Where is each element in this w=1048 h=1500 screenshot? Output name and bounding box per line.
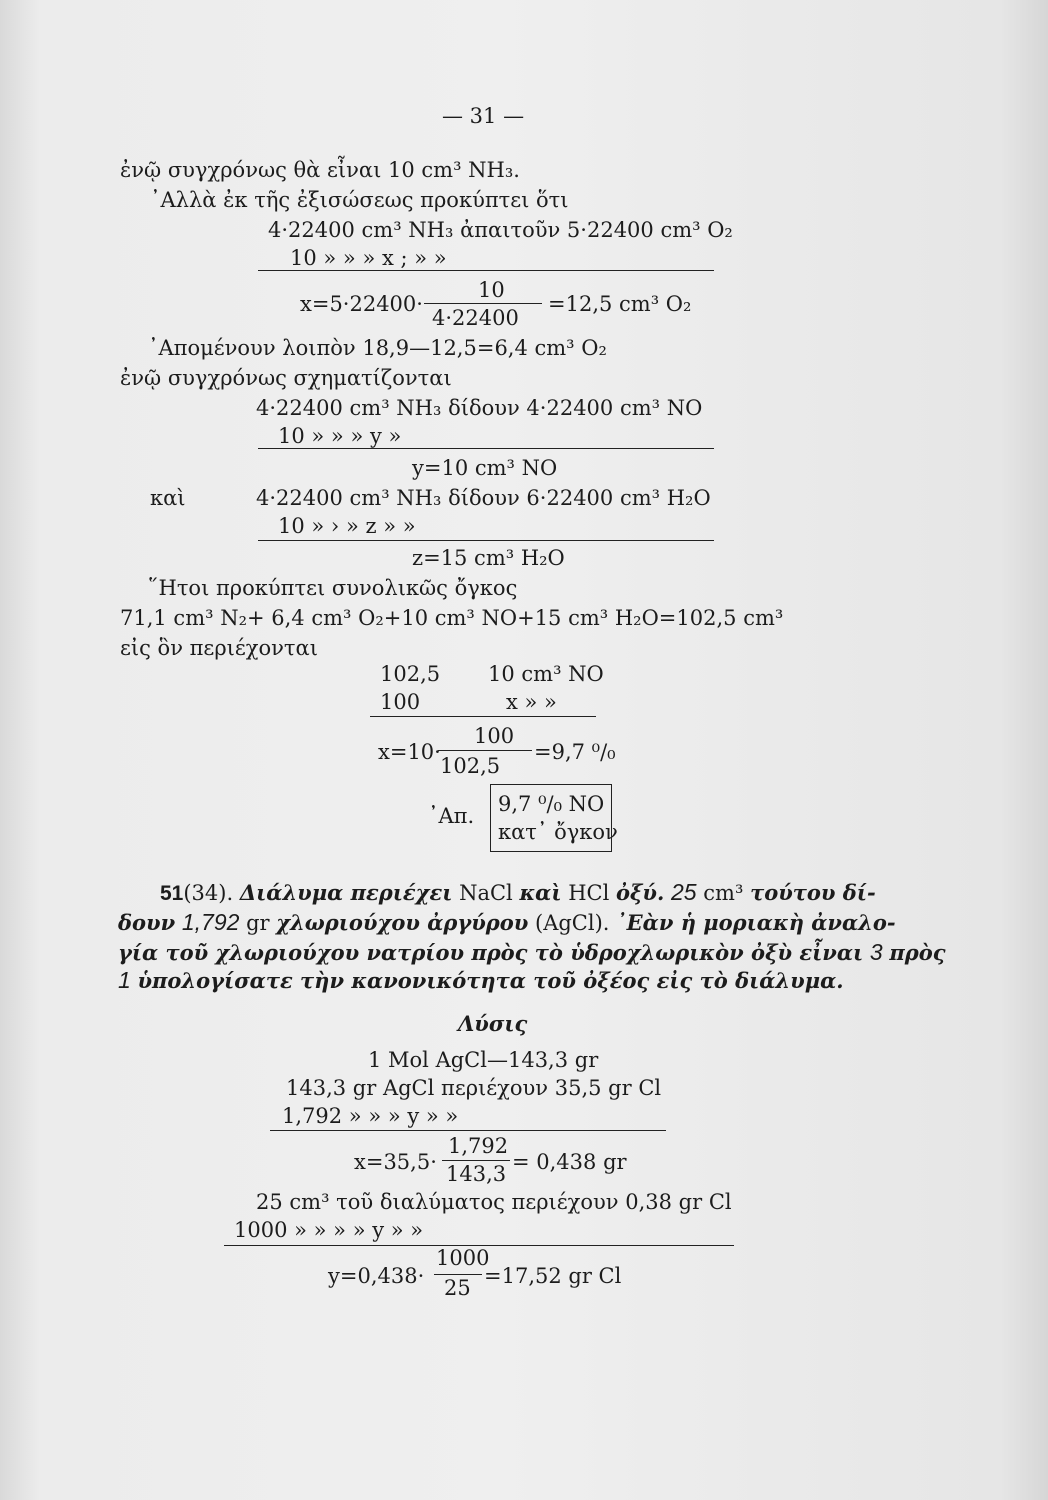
fraction-bar: [438, 750, 532, 751]
equation-line: 4·22400 cm³ NH₃ δίδουν 6·22400 cm³ H₂O: [256, 486, 711, 510]
fraction-numerator: 1000: [436, 1246, 490, 1270]
result-line: z=15 cm³ H₂O: [412, 546, 565, 570]
equation-line: 25 cm³ τοῦ διαλύματος περιέχουν 0,38 gr Cl: [256, 1190, 732, 1214]
problem-ref: (34).: [183, 881, 234, 905]
fraction-numerator: 1,792: [448, 1134, 509, 1158]
proportion-value: x » »: [506, 690, 557, 714]
formula-result: =17,52 gr Cl: [484, 1264, 622, 1288]
text-line: ᾿Αλλὰ ἐκ τῆς ἐξισώσεως προκύπτει ὅτι: [150, 188, 569, 212]
equation-line: 10 » » » y »: [278, 424, 402, 448]
text-line: εἰς ὃν περιέχονται: [120, 636, 318, 660]
separator-rule: [270, 1130, 666, 1131]
formula-result: = 0,438 gr: [512, 1150, 627, 1174]
text-line: ᾿Απομένουν λοιπὸν 18,9—12,5=6,4 cm³ O₂: [148, 336, 607, 360]
separator-rule: [258, 540, 714, 541]
answer-value: 9,7 ⁰/₀ NO: [498, 792, 605, 816]
problem-line: γία τοῦ χλωριούχου νατρίου πρὸς τὸ ὑδροχλωρικὸν ὀξὺ εἶναι 3 πρὸς: [118, 939, 946, 965]
proportion-value: 102,5: [380, 662, 441, 686]
fraction-denominator: 25: [444, 1276, 471, 1300]
problem-line: δουν 1,792 gr χλωριούχου ἀργύρου (AgCl). ᾿Εὰν ἡ μοριακὴ ἀναλο-: [118, 909, 896, 935]
separator-rule: [258, 448, 714, 449]
text-word: καὶ: [150, 486, 186, 510]
answer-unit: κατ᾿ ὄγκον: [498, 820, 618, 844]
problem-number: 51: [160, 882, 184, 905]
equation-line: 1 Mol AgCl—143,3 gr: [368, 1048, 599, 1072]
equation-line: 71,1 cm³ N₂+ 6,4 cm³ O₂+10 cm³ NO+15 cm³ H₂O=102,5 cm³: [120, 606, 784, 630]
formula-result: =12,5 cm³ O₂: [548, 292, 692, 316]
equation-line: 10 » › » z » »: [278, 514, 416, 538]
fraction-denominator: 4·22400: [432, 306, 519, 330]
equation-line: 4·22400 cm³ NH₃ δίδουν 4·22400 cm³ NO: [256, 396, 703, 420]
formula-prefix: y=0,438·: [328, 1264, 425, 1288]
equation-line: 4·22400 cm³ NH₃ ἀπαιτοῦν 5·22400 cm³ O₂: [268, 218, 733, 242]
problem-line: 1 ὑπολογίσατε τὴν κανονικότητα τοῦ ὀξέος εἰς τὸ διάλυμα.: [118, 967, 844, 993]
formula-result: =9,7 ⁰/₀: [534, 740, 616, 764]
fraction-bar: [434, 1274, 482, 1275]
fraction-bar: [442, 1160, 510, 1161]
separator-rule: [258, 270, 714, 271]
equation-line: 143,3 gr AgCl περιέχουν 35,5 gr Cl: [286, 1076, 662, 1100]
formula-prefix: x=35,5·: [354, 1150, 437, 1174]
proportion-value: 100: [380, 690, 421, 714]
problem-line: 51(34). Διάλυμα περιέχει NaCl καὶ HCl ὀξύ. 25 cm³ τούτου δί-: [160, 879, 876, 905]
text-line: ἐνῷ συγχρόνως θὰ εἶναι 10 cm³ NH₃.: [120, 158, 520, 182]
text-line: ῞Ητοι προκύπτει συνολικῶς ὄγκος: [148, 576, 518, 600]
formula-prefix: x=5·22400·: [300, 292, 423, 316]
result-line: y=10 cm³ NO: [412, 456, 558, 480]
fraction-numerator: 100: [474, 724, 515, 748]
fraction-denominator: 102,5: [440, 754, 501, 778]
equation-line: 1000 » » » » y » »: [234, 1218, 424, 1242]
answer-label: ᾿Απ.: [428, 804, 475, 828]
proportion-value: 10 cm³ NO: [488, 662, 604, 686]
separator-rule: [370, 716, 596, 717]
formula-prefix: x=10·: [378, 740, 441, 764]
equation-line: 1,792 » » » y » »: [282, 1104, 459, 1128]
text-line: ἐνῷ συγχρόνως σχηματίζονται: [120, 366, 452, 390]
page-number: — 31 —: [442, 104, 525, 128]
equation-line: 10 » » » x ; » »: [290, 246, 447, 270]
fraction-numerator: 10: [478, 278, 505, 302]
solution-heading: Λύσις: [458, 1011, 528, 1036]
fraction-denominator: 143,3: [446, 1162, 507, 1186]
fraction-bar: [424, 303, 542, 304]
